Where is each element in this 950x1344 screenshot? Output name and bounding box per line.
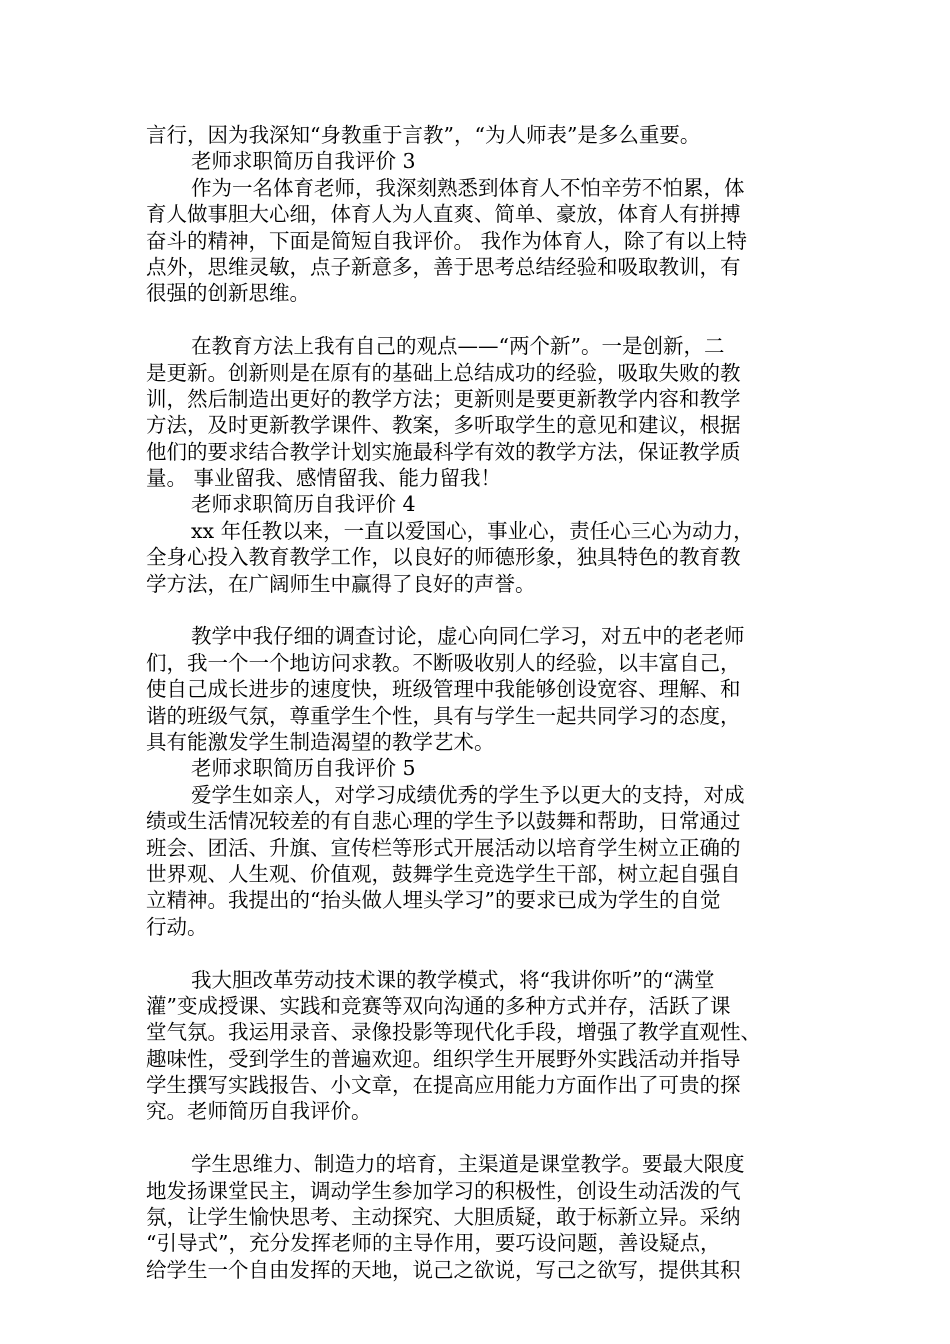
text-line: 灌”变成授课、实践和竞赛等双向沟通的多种方式并存，活跃了课 (146, 993, 731, 1018)
section-heading-5: 老师求职简历自我评价 5 (191, 756, 416, 781)
text-line: 绩或生活情况较差的有自悲心理的学生予以鼓舞和帮助，日常通过 (146, 809, 741, 834)
text-line: 们，我一个一个地访问求教。不断吸收别人的经验，以丰富自己， (146, 650, 741, 675)
text-line: 训，然后制造出更好的教学方法；更新则是要更新教学内容和教学 (146, 386, 741, 411)
text-line: 行动。 (146, 914, 208, 939)
section-heading-3: 老师求职简历自我评价 3 (191, 149, 416, 174)
text-line: 育人做事胆大心细，体育人为人直爽、简单、豪放，体育人有拼搏 (146, 202, 741, 227)
text-line: 谐的班级气氛，尊重学生个性，具有与学生一起共同学习的态度， (146, 703, 741, 728)
text-line: 方法，及时更新教学课件、教案，多听取学生的意见和建议，根据 (146, 413, 741, 438)
text-line: 学方法，在广阔师生中赢得了良好的声誉。 (146, 571, 536, 596)
text-line: 作为一名体育老师，我深刻熟悉到体育人不怕辛劳不怕累，体 (191, 175, 745, 200)
text-line: 爱学生如亲人，对学习成绩优秀的学生予以更大的支持，对成 (191, 782, 745, 807)
text-line: 氛，让学生愉快思考、主动探究、大胆质疑，敢于标新立异。采纳 (146, 1205, 741, 1230)
text-line: 究。老师简历自我评价。 (146, 1099, 372, 1124)
blank-line (146, 597, 806, 623)
section-heading-4: 老师求职简历自我评价 4 (191, 492, 416, 517)
text-line: 言行，因为我深知“身教重于言教”，“为人师表”是多么重要。 (146, 123, 701, 147)
text-line: 在教育方法上我有自己的观点——“两个新”。一是创新，二 (191, 334, 725, 359)
text-line: 使自己成长进步的速度快，班级管理中我能够创设宽容、理解、和 (146, 677, 741, 702)
document-body (146, 122, 806, 1283)
text-line: 堂气氛。我运用录音、录像投影等现代化手段，增强了教学直观性、 (146, 1020, 761, 1045)
text-line: “引导式”，充分发挥老师的主导作用，要巧设问题，善设疑点， (146, 1231, 721, 1256)
text-line: 学生思维力、制造力的培育，主渠道是课堂教学。要最大限度 (191, 1152, 745, 1177)
text-line: 很强的创新思维。 (146, 281, 310, 306)
text-line: 奋斗的精神，下面是简短自我评价。 我作为体育人，除了有以上特 (146, 228, 748, 253)
text-line: 地发扬课堂民主，调动学生参加学习的积极性，创设生动活泼的气 (146, 1178, 741, 1203)
text-line: 全身心投入教育教学工作，以良好的师德形象，独具特色的教育教 (146, 545, 741, 570)
text-line: 教学中我仔细的调查讨论，虚心向同仁学习，对五中的老老师 (191, 624, 745, 649)
text-line: 具有能激发学生制造渴望的教学艺术。 (146, 729, 495, 754)
blank-line (146, 940, 806, 966)
text-line: xx 年任教以来，一直以爱国心，事业心，责任心三心为动力， (191, 518, 754, 543)
text-line: 学生撰写实践报告、小文章，在提高应用能力方面作出了可贵的探 (146, 1073, 741, 1098)
text-line: 班会、团活、升旗、宣传栏等形式开展活动以培育学生树立正确的 (146, 835, 741, 860)
text-line: 立精神。我提出的“抬头做人埋头学习”的要求已成为学生的自觉 (146, 888, 721, 913)
blank-line (146, 1125, 806, 1151)
text-line: 给学生一个自由发挥的天地，说己之欲说，写己之欲写，提供其积 (146, 1257, 741, 1282)
text-line: 点外，思维灵敏，点子新意多，善于思考总结经验和吸取教训，有 (146, 254, 741, 279)
text-line: 趣味性，受到学生的普遍欢迎。组织学生开展野外实践活动并指导 (146, 1046, 741, 1071)
text-line: 我大胆改革劳动技术课的教学模式，将“我讲你听”的“满堂 (191, 967, 715, 992)
text-line: 世界观、人生观、价值观，鼓舞学生竞选学生干部，树立起自强自 (146, 861, 741, 886)
blank-line (146, 307, 806, 333)
text-line: 量。 事业留我、感情留我、能力留我！ (146, 466, 502, 491)
text-line: 他们的要求结合教学计划实施最科学有效的教学方法，保证教学质 (146, 439, 741, 464)
text-line: 是更新。创新则是在原有的基础上总结成功的经验，吸取失败的教 (146, 360, 741, 385)
